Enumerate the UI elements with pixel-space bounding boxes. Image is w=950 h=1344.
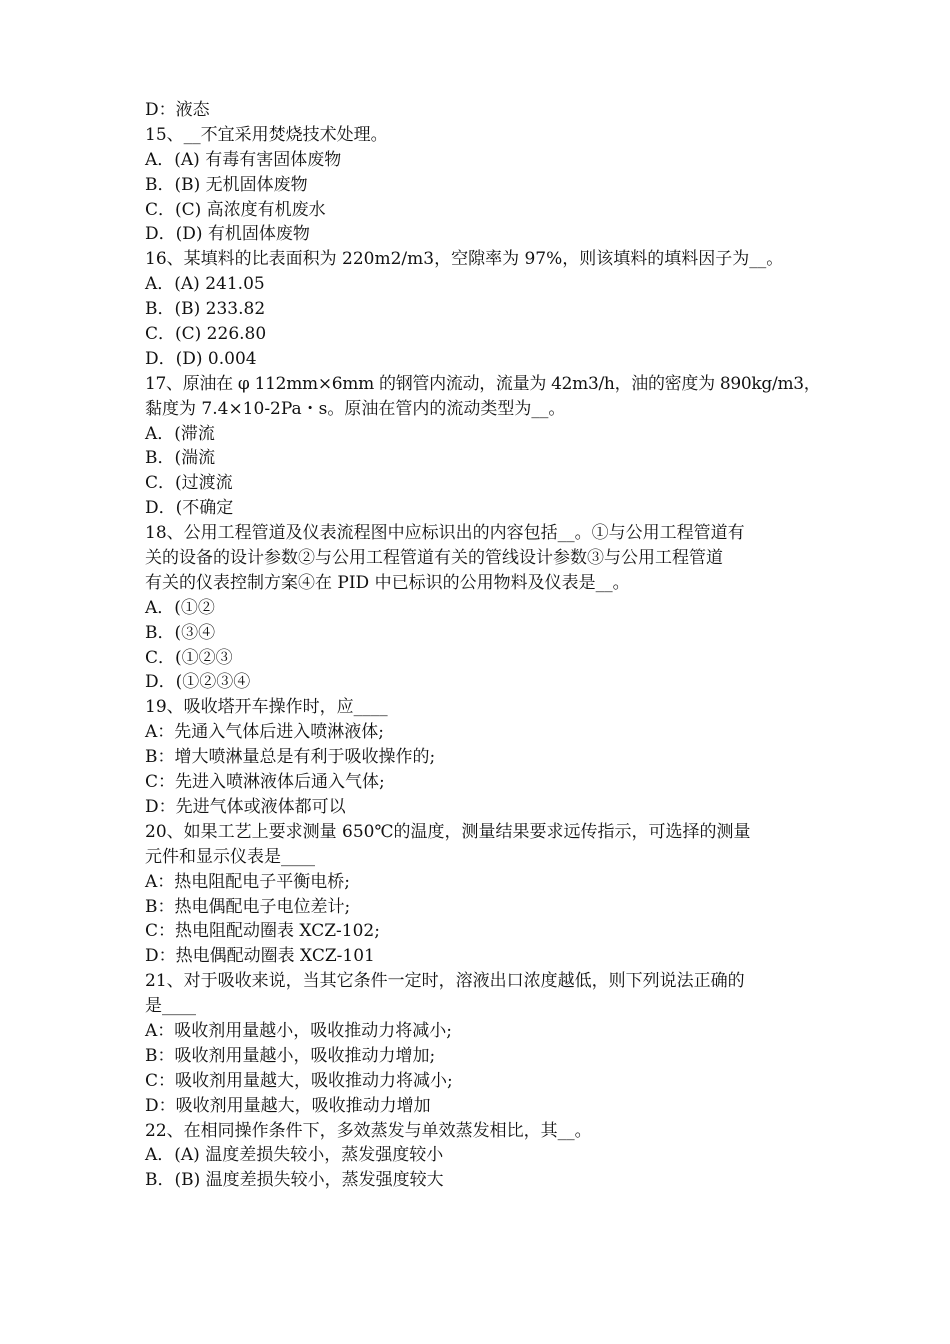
option-b: B．(③④ [145, 622, 216, 643]
option-b: B．(B) 无机固体废物 [145, 174, 308, 195]
option-c: C．(①②③ [145, 647, 233, 668]
option-c: C：吸收剂用量越大，吸收推动力将减小; [145, 1070, 453, 1091]
option-c: C：热电阻配动圈表 XCZ-102; [145, 921, 380, 942]
option-a: A：先通入气体后进入喷淋液体; [145, 722, 385, 743]
question-text: 16、某填料的比表面积为 220m2/m3，空隙率为 97%，则该填料的填料因子为__。 [145, 249, 784, 270]
question-text-continued: 关的设备的设计参数②与公用工程管道有关的管线设计参数③与公用工程管道 [145, 548, 723, 569]
option-d: D．(不确定 [145, 498, 234, 519]
question-text: 22、在相同操作条件下，多效蒸发与单效蒸发相比，其__。 [145, 1120, 592, 1141]
option-b: B．(湍流 [145, 448, 216, 469]
option-c: C．(过渡流 [145, 473, 233, 494]
option-d: D．(①②③④ [145, 672, 251, 693]
question-text: 18、公用工程管道及仪表流程图中应标识出的内容包括__。①与公用工程管道有 [145, 523, 745, 544]
question-text: 20、如果工艺上要求测量 650℃的温度，测量结果要求远传指示，可选择的测量 [145, 821, 751, 842]
option-a: A：热电阻配电子平衡电桥; [145, 871, 351, 892]
option-b: B：热电偶配电子电位差计; [145, 896, 351, 917]
question-text: 15、__不宜采用焚烧技术处理。 [145, 124, 388, 145]
option-b: B：增大喷淋量总是有利于吸收操作的; [145, 747, 436, 768]
text-line: D：液态 [145, 100, 210, 120]
option-a: A．(滞流 [145, 423, 215, 444]
option-a: A．(①② [145, 597, 215, 618]
option-d: D．(D) 有机固体废物 [145, 224, 310, 245]
question-text-continued: 是____ [145, 996, 196, 1017]
question-text: 17、原油在 φ 112mm×6mm 的钢管内流动，流量为 42m3/h，油的密度为 890kg/m3， [145, 373, 821, 394]
option-d: D：吸收剂用量越大，吸收推动力增加 [145, 1095, 431, 1116]
option-b: B．(B) 233.82 [145, 299, 266, 320]
option-c: C．(C) 226.80 [145, 324, 267, 345]
question-text: 21、对于吸收来说，当其它条件一定时，溶液出口浓度越低，则下列说法正确的 [145, 971, 745, 992]
option-c: C．(C) 高浓度有机废水 [145, 199, 326, 220]
option-b: B．(B) 温度差损失较小，蒸发强度较大 [145, 1170, 444, 1191]
option-a: A．(A) 温度差损失较小，蒸发强度较小 [145, 1145, 444, 1166]
option-d: D：先进气体或液体都可以 [145, 796, 346, 817]
question-text-continued: 元件和显示仪表是____ [145, 846, 315, 867]
question-text: 19、吸收塔开车操作时，应____ [145, 697, 388, 718]
question-text-continued: 有关的仪表控制方案④在 PID 中已标识的公用物料及仪表是__。 [145, 572, 630, 593]
option-d: D：热电偶配动圈表 XCZ-101 [145, 946, 375, 967]
question-text-continued: 黏度为 7.4×10-2Pa・s。原油在管内的流动类型为__。 [145, 398, 566, 419]
document-body [145, 98, 825, 1193]
option-b: B：吸收剂用量越小，吸收推动力增加; [145, 1045, 436, 1066]
option-a: A．(A) 有毒有害固体废物 [145, 149, 342, 170]
option-a: A．(A) 241.05 [145, 274, 265, 295]
option-a: A：吸收剂用量越小，吸收推动力将减小; [145, 1020, 453, 1041]
option-c: C：先进入喷淋液体后通入气体; [145, 772, 385, 793]
option-d: D．(D) 0.004 [145, 348, 257, 369]
